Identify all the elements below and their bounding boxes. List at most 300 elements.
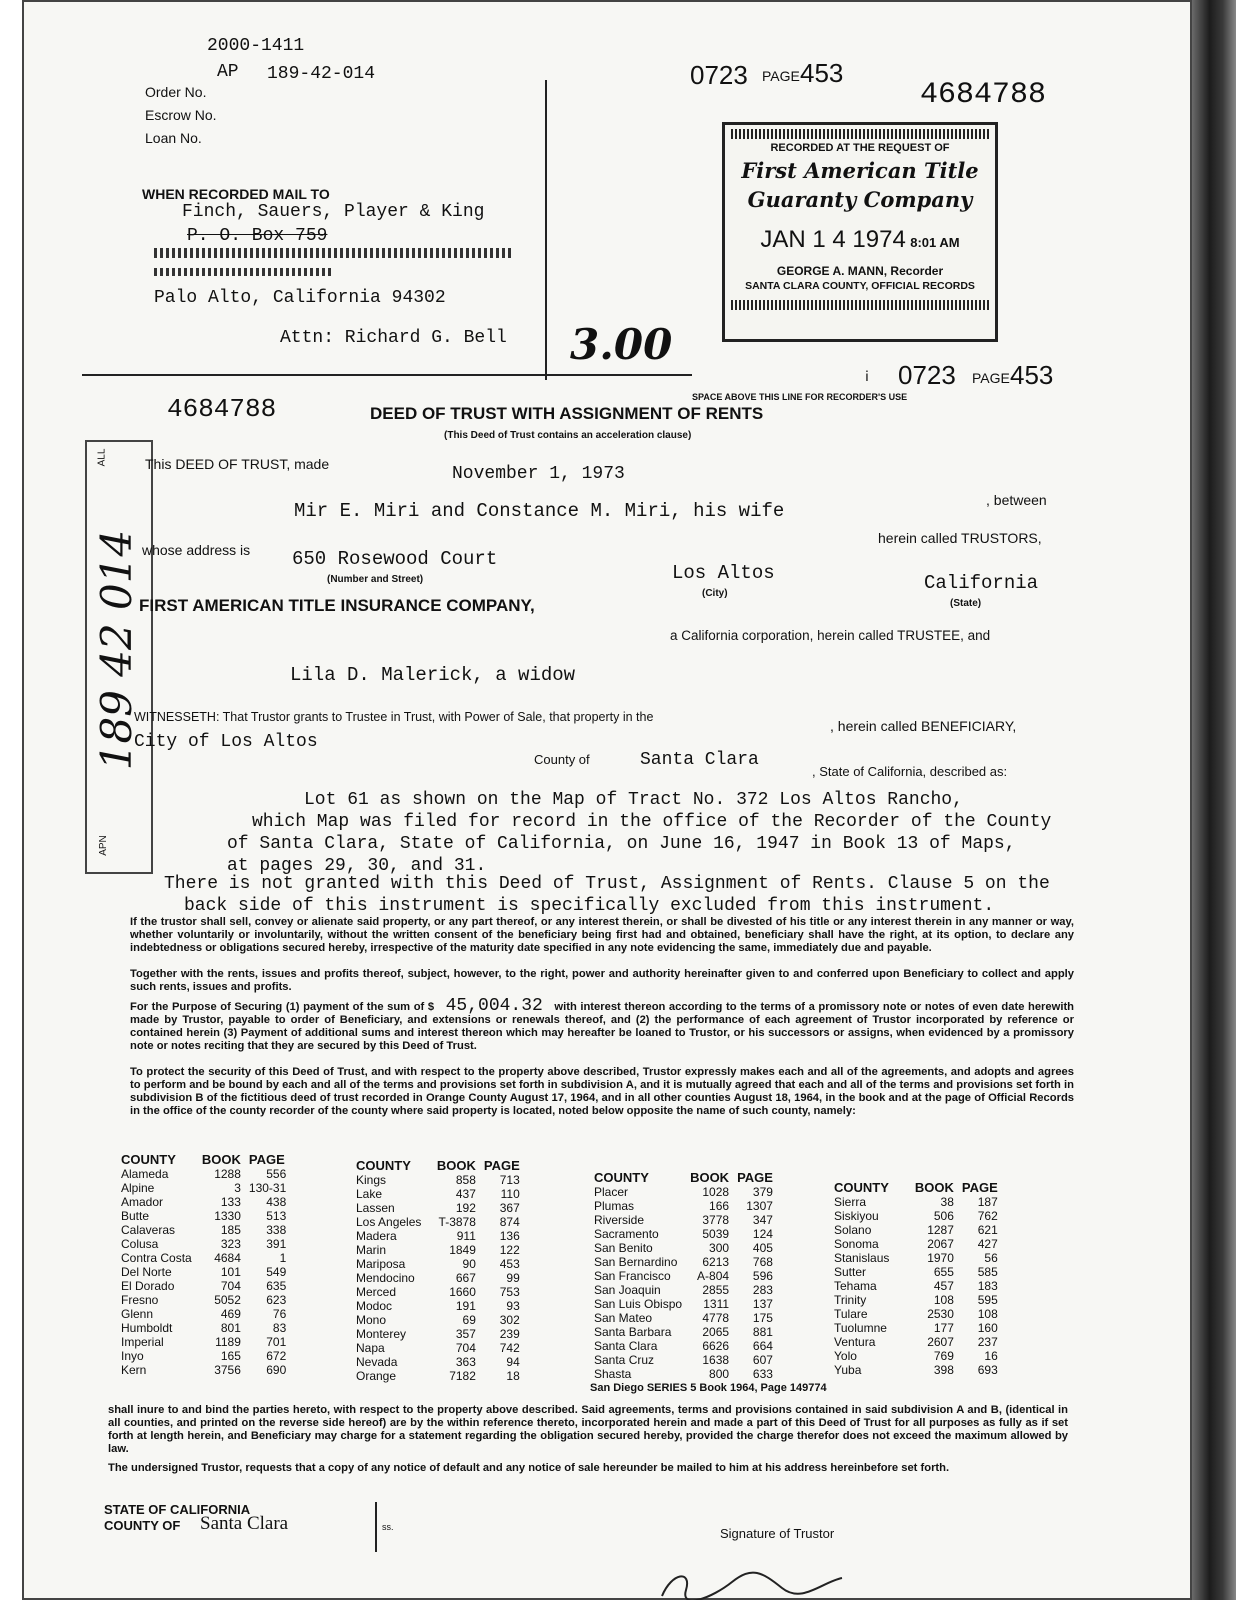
county-name: Mariposa [356, 1257, 406, 1271]
page-number: 427 [977, 1237, 998, 1251]
county-table-header-row [117, 1152, 290, 1167]
page-number: 94 [506, 1355, 520, 1369]
county-table-row [117, 1195, 290, 1209]
book-number: 6213 [702, 1255, 730, 1269]
property-county: Santa Clara [640, 750, 759, 770]
page-number: 595 [977, 1293, 998, 1307]
county-table-row [830, 1209, 1002, 1223]
book-number-top: 0723 [690, 60, 748, 90]
county-table-3 [590, 1170, 777, 1381]
county-name: Trinity [834, 1293, 867, 1307]
secured-amount: 45,004.32 [445, 996, 543, 1016]
margin-mark: ⅰ [865, 368, 869, 384]
page-number: 83 [272, 1321, 287, 1335]
side-stamp-all: ALL [96, 448, 108, 467]
county-name: Mono [356, 1313, 387, 1327]
county-table-col4 [830, 1180, 1002, 1377]
county-name: Nevada [356, 1355, 398, 1369]
book-number: 457 [933, 1279, 954, 1293]
legal-description-line1: Lot 61 as shown on the Map of Tract No. 372 Los Altos Rancho, [304, 790, 963, 810]
san-diego-note: San Diego SERIES 5 Book 1964, Page 149774 [590, 1382, 827, 1394]
legal-description-line4: at pages 29, 30, and 31. [227, 856, 487, 876]
book-number: 704 [220, 1279, 241, 1293]
ss-label: ss. [382, 1522, 394, 1532]
county-name: Tulare [834, 1307, 868, 1321]
page-number: 585 [977, 1265, 998, 1279]
book-number: 6626 [702, 1339, 730, 1353]
county-table-header: COUNTY [834, 1180, 889, 1195]
page-number: 693 [977, 1363, 998, 1377]
document-title: DEED OF TRUST WITH ASSIGNMENT OF RENTS [370, 404, 764, 423]
trustors-names: Mir E. Miri and Constance M. Miri, his wife [294, 500, 785, 522]
county-table-row [590, 1283, 777, 1297]
recording-fee-handwritten: 3.00 [570, 320, 673, 369]
county-table-row [590, 1297, 777, 1311]
county-table-4 [830, 1180, 1002, 1377]
county-name: Solano [834, 1223, 872, 1237]
county-table-row [590, 1311, 777, 1325]
trustor-state: California [924, 572, 1039, 594]
stamp-request-line: RECORDED AT THE REQUEST OF [770, 142, 950, 154]
page-number: 453 [499, 1257, 520, 1271]
county-table-row [117, 1349, 290, 1363]
page-number: 99 [506, 1271, 520, 1285]
book-number: 2530 [927, 1307, 954, 1321]
book-number: 801 [220, 1321, 241, 1335]
county-name: Del Norte [121, 1265, 172, 1279]
legal-description-line6: back side of this instrument is specifically excluded from this instrument. [184, 896, 995, 916]
county-name: San Francisco [594, 1269, 671, 1283]
book-number: 4778 [702, 1311, 730, 1325]
county-name: Siskiyou [834, 1209, 879, 1223]
county-table-row [830, 1279, 1002, 1293]
book-number: 185 [220, 1223, 241, 1237]
stamp-company-line1: First American Title [741, 158, 979, 183]
page-number: 556 [266, 1167, 287, 1181]
book-number: 177 [933, 1321, 954, 1335]
page-number: 713 [499, 1173, 520, 1187]
book-number: 1849 [449, 1243, 476, 1257]
loan-label: Loan No. [145, 130, 202, 146]
recorder-space-note: SPACE ABOVE THIS LINE FOR RECORDER'S USE [692, 392, 908, 402]
county-name: Tuolumne [834, 1321, 887, 1335]
due-on-sale-clause: If the trustor shall sell, convey or alienate said property, or any part thereof, or any interest therein, or shall be divested of his title or any interest therein in any manner or way, whether voluntarily or involuntarily, without the written consent of the beneficiary being first had and obtained, beneficiary shall have the right, at its option, to declare any indebtedness or obligations secured hereby, irrespective of the maturity date specified in any note evidencing the same, immediately due and payable. [130, 916, 1074, 954]
county-name: Sonoma [834, 1237, 879, 1251]
county-table-col3 [590, 1170, 827, 1394]
county-table-header: PAGE [961, 1180, 998, 1195]
trustee-label: a California corporation, herein called TRUSTEE, and [670, 628, 991, 643]
stamp-border-top [731, 129, 989, 139]
document-subtitle: (This Deed of Trust contains an acceleration clause) [444, 430, 692, 441]
county-name: Butte [121, 1209, 150, 1223]
signature-label: Signature of Trustor [720, 1526, 835, 1541]
page-number: 237 [977, 1335, 998, 1349]
order-label: Order No. [145, 84, 207, 100]
purpose-clause [130, 996, 1075, 1053]
book-number: 1330 [214, 1209, 241, 1223]
book-number: 323 [220, 1237, 241, 1251]
county-name: Modoc [356, 1299, 393, 1313]
order-reference: 2000-1411 [207, 36, 305, 56]
book-number: 704 [455, 1341, 476, 1355]
county-table-row [352, 1271, 524, 1285]
page-number: 623 [266, 1293, 287, 1307]
deed-date: November 1, 1973 [452, 464, 625, 484]
county-table-row [590, 1185, 777, 1199]
recorder-line [82, 374, 692, 376]
book-number: A-804 [697, 1269, 730, 1283]
rents-clause: Together with the rents, issues and profits thereof, subject, however, to the right, power and authority hereinafter given to and conferred upon Beneficiary to collect and apply such rents, issues and profits. [130, 968, 1074, 993]
deed-page [22, 0, 1192, 1600]
county-table-header-row [590, 1170, 777, 1185]
beneficiary-name: Lila D. Malerick, a widow [290, 664, 576, 686]
book-number: 165 [220, 1349, 241, 1363]
page-number-bottom: 453 [1010, 360, 1054, 390]
protect-security-clause: To protect the security of this Deed of Trust, and with respect to the property above described, Trustor expressly makes each and all of the agreements, and adopts and agrees to perform and be bound by each and all of the terms and provisions set forth in subdivision A, and it is mutually agreed that each and all of the terms and provisions set forth in subdivision B of the fictitious deed of trust recorded in Orange County August 17, 1964, and in all other counties August 18, 1964, in the book and at the page of Official Records in the office of the county recorder of the county where said property is located, noted below opposite the name of such county, namely: [130, 1066, 1074, 1117]
page-number: 283 [752, 1283, 773, 1297]
book-number: 2855 [702, 1283, 730, 1297]
page-number: 513 [266, 1209, 287, 1223]
county-table-row [352, 1299, 524, 1313]
county-name: Glenn [121, 1307, 154, 1321]
county-table-header: BOOK [201, 1152, 241, 1167]
header-divider-vertical [545, 80, 547, 380]
ap-number: 189-42-014 [267, 64, 376, 84]
crossed-out-text-2 [154, 268, 334, 276]
county-name: San Bernardino [594, 1255, 678, 1269]
book-number: 800 [709, 1367, 730, 1381]
book-number: 506 [933, 1209, 954, 1223]
book-number: 2607 [927, 1335, 954, 1349]
page-number: 633 [752, 1367, 773, 1381]
county-table-row [352, 1201, 524, 1215]
county-name: Mendocino [356, 1271, 415, 1285]
side-stamp-apn: APN [97, 835, 109, 856]
book-number: 1970 [927, 1251, 954, 1265]
page-number: 110 [500, 1187, 520, 1201]
county-table-row [117, 1251, 290, 1265]
page-number: 175 [752, 1311, 773, 1325]
county-table-row [352, 1327, 524, 1341]
page-number: 18 [506, 1369, 520, 1383]
book-number: 469 [220, 1307, 241, 1321]
handwritten-apn: 189 42 014 [92, 529, 141, 771]
page-number: 56 [984, 1251, 998, 1265]
page-number: 124 [752, 1227, 773, 1241]
county-table-row [352, 1173, 524, 1187]
ss-bracket [375, 1502, 377, 1552]
county-table-row [830, 1195, 1002, 1209]
between-label: , between [986, 492, 1047, 508]
city-caption: (City) [702, 588, 728, 599]
page-number: 122 [499, 1243, 520, 1257]
book-number: 38 [940, 1195, 954, 1209]
county-table-row [590, 1269, 777, 1283]
county-name: Madera [356, 1229, 397, 1243]
county-table-header: COUNTY [594, 1170, 649, 1185]
county-table-col2 [352, 1158, 524, 1383]
crossed-out-text [154, 248, 514, 258]
page-number: 16 [984, 1349, 998, 1363]
county-table-row [590, 1325, 777, 1339]
book-number: 437 [455, 1187, 476, 1201]
county-table-col1 [117, 1152, 290, 1377]
county-table-header-row [352, 1158, 524, 1173]
book-number: 90 [462, 1257, 476, 1271]
county-table-row [590, 1213, 777, 1227]
county-name: Yuba [834, 1363, 862, 1377]
county-name: Fresno [121, 1293, 159, 1307]
page-number: 239 [499, 1327, 520, 1341]
purpose-terms: with interest thereon according to the terms of a promissory note or notes of even date herewith made by Trustor, payable to order of Beneficiary, and extensions or renewals thereof, and (2) the performance of each agreement of Trustor incorporated by reference or contained herein (3) Payment of additional sums and interest thereon which may hereafter be loaned to Trustor, or his successors or assigns, when evidenced by a promissory note or notes reciting that they are secured by this Deed of Trust. [130, 1001, 1075, 1052]
state-description-label: , State of California, described as: [812, 764, 1008, 779]
mail-to-label: WHEN RECORDED MAIL TO [142, 186, 330, 202]
mail-to-firm: Finch, Sauers, Player & King [182, 202, 485, 222]
page-number: 742 [499, 1341, 520, 1355]
county-table-row [352, 1229, 524, 1243]
page-number: 136 [499, 1229, 520, 1243]
county-table-header-row [830, 1180, 1002, 1195]
page-number: 130-31 [248, 1181, 287, 1195]
address-label: whose address is [142, 542, 251, 558]
legal-description-line3: of Santa Clara, State of California, on June 16, 1947 in Book 13 of Maps, [227, 834, 1016, 854]
stamp-company-line2: Guaranty Company [747, 187, 973, 212]
county-table-row [117, 1279, 290, 1293]
book-number: 133 [220, 1195, 241, 1209]
page-number: 874 [499, 1215, 520, 1229]
book-number: 1287 [927, 1223, 954, 1237]
county-name: Imperial [121, 1335, 164, 1349]
county-name: Kern [121, 1363, 147, 1377]
state-of-label: STATE OF CALIFORNIA [104, 1502, 251, 1517]
book-number: 911 [456, 1229, 476, 1243]
county-name: Humboldt [121, 1321, 173, 1335]
county-name: Kings [356, 1173, 387, 1187]
county-name: El Dorado [121, 1279, 175, 1293]
county-table-row [830, 1363, 1002, 1377]
book-number: 4684 [214, 1251, 241, 1265]
book-number: 5039 [702, 1227, 730, 1241]
county-table-row [117, 1181, 290, 1195]
page-number: 160 [977, 1321, 998, 1335]
page-number: 1 [279, 1251, 287, 1265]
county-table-header: BOOK [914, 1180, 954, 1195]
book-number: 398 [933, 1363, 954, 1377]
county-table-2 [352, 1158, 524, 1383]
county-name: Napa [356, 1341, 385, 1355]
book-number: 1028 [702, 1185, 730, 1199]
made-label: This DEED OF TRUST, made [145, 456, 330, 472]
page-number: 137 [752, 1297, 773, 1311]
page-number: 302 [499, 1313, 520, 1327]
stamp-recorder-name: GEORGE A. MANN, Recorder [776, 264, 944, 278]
county-table-row [590, 1227, 777, 1241]
county-table-header: PAGE [483, 1158, 520, 1173]
county-table-row [117, 1237, 290, 1251]
street-caption: (Number and Street) [327, 574, 424, 585]
county-table-header: PAGE [737, 1170, 773, 1185]
book-number: 7182 [449, 1369, 476, 1383]
county-name: Colusa [121, 1237, 159, 1251]
county-name: Calaveras [121, 1223, 176, 1237]
trustors-label: herein called TRUSTORS, [878, 530, 1042, 546]
book-number: 655 [933, 1265, 954, 1279]
page-number: 405 [752, 1241, 773, 1255]
stamp-time: 8:01 AM [910, 235, 960, 250]
county-label: County of [534, 752, 590, 767]
stamp-recorder-office: SANTA CLARA COUNTY, OFFICIAL RECORDS [745, 280, 975, 292]
book-number: 3756 [214, 1363, 241, 1377]
county-table-header: COUNTY [356, 1158, 411, 1173]
book-number: 667 [455, 1271, 476, 1285]
ap-label: AP [217, 62, 239, 82]
county-name: Yolo [834, 1349, 857, 1363]
county-name: San Benito [594, 1241, 653, 1255]
book-number: 3778 [702, 1213, 730, 1227]
stamp-date: JAN 1 4 1974 [760, 226, 906, 253]
signature-scrawl [642, 1552, 902, 1600]
county-name: Sierra [834, 1195, 867, 1209]
county-table-row [352, 1215, 524, 1229]
book-number: 300 [709, 1241, 730, 1255]
trustor-city: Los Altos [672, 562, 775, 584]
page-number: 762 [977, 1209, 998, 1223]
county-table-row [352, 1257, 524, 1271]
book-number: 2065 [702, 1325, 730, 1339]
county-table-row [830, 1223, 1002, 1237]
book-number: 166 [709, 1199, 730, 1213]
page-number: 93 [506, 1299, 520, 1313]
county-name: Contra Costa [121, 1251, 192, 1265]
state-caption: (State) [950, 598, 982, 609]
page-number: 183 [977, 1279, 998, 1293]
county-table-row [352, 1187, 524, 1201]
county-table-row [830, 1335, 1002, 1349]
county-table-row [590, 1339, 777, 1353]
page-number: 347 [752, 1213, 773, 1227]
county-table-row [117, 1363, 290, 1377]
page-number: 76 [272, 1307, 287, 1321]
book-number: 1311 [703, 1297, 730, 1311]
county-table-row [830, 1237, 1002, 1251]
county-table-header: BOOK [436, 1158, 476, 1173]
county-table-row [117, 1293, 290, 1307]
book-number: 5052 [214, 1293, 241, 1307]
book-number: 191 [455, 1299, 476, 1313]
county-table-row [830, 1251, 1002, 1265]
county-name: Los Angeles [356, 1215, 422, 1229]
county-of-value: Santa Clara [200, 1513, 289, 1534]
book-number: 357 [455, 1327, 476, 1341]
county-name: Ventura [834, 1335, 876, 1349]
book-number: 69 [462, 1313, 476, 1327]
book-number: 1189 [215, 1335, 241, 1349]
county-table-header: BOOK [690, 1170, 730, 1185]
county-name: Amador [121, 1195, 164, 1209]
book-number: 1660 [449, 1285, 476, 1299]
trustor-street: 650 Rosewood Court [292, 548, 498, 570]
page-number-top: 453 [800, 58, 844, 88]
legal-description-line5: There is not granted with this Deed of Trust, Assignment of Rents. Clause 5 on the [164, 874, 1050, 894]
county-table-header: PAGE [248, 1152, 285, 1167]
page-number: 108 [977, 1307, 998, 1321]
county-table-row [830, 1265, 1002, 1279]
county-name: Stanislaus [834, 1251, 890, 1265]
county-name: Riverside [594, 1213, 645, 1227]
county-name: Santa Cruz [594, 1353, 655, 1367]
page-number: 690 [266, 1363, 287, 1377]
county-name: Inyo [121, 1349, 144, 1363]
page-number: 338 [266, 1223, 287, 1237]
recorder-stamp [722, 122, 998, 342]
page-number: 672 [266, 1349, 287, 1363]
witnesseth-clause: WITNESSETH: That Trustor grants to Trustee in Trust, with Power of Sale, that property in the [134, 710, 654, 724]
county-table-row [117, 1223, 290, 1237]
page-number: 438 [266, 1195, 287, 1209]
book-number: 363 [455, 1355, 476, 1369]
county-name: Monterey [356, 1327, 407, 1341]
page-number: 664 [752, 1339, 773, 1353]
county-table-header: COUNTY [121, 1152, 176, 1167]
page-word-top: PAGE [762, 68, 800, 84]
page-number: 753 [499, 1285, 520, 1299]
page-number: 549 [266, 1265, 287, 1279]
county-name: San Luis Obispo [594, 1297, 683, 1311]
page-number: 621 [977, 1223, 998, 1237]
county-name: San Mateo [594, 1311, 653, 1325]
beneficiary-label: , herein called BENEFICIARY, [830, 718, 1017, 734]
county-table-row [117, 1209, 290, 1223]
escrow-label: Escrow No. [145, 107, 217, 123]
book-number: 3 [234, 1181, 241, 1195]
county-table-row [117, 1307, 290, 1321]
stamp-border-bottom [731, 300, 989, 310]
page-number: 607 [752, 1353, 773, 1367]
book-number: 1638 [702, 1353, 730, 1367]
mail-to-city: Palo Alto, California 94302 [154, 288, 446, 308]
page-number: 379 [752, 1185, 773, 1199]
county-name: Sutter [834, 1265, 867, 1279]
county-table-row [117, 1335, 290, 1349]
book-number: 101 [220, 1265, 241, 1279]
county-name: San Joaquin [594, 1283, 661, 1297]
book-number: 858 [455, 1173, 476, 1187]
county-name: Lassen [356, 1201, 395, 1215]
county-name: Orange [356, 1369, 397, 1383]
mail-to-po-box: P. O. Box 759 [187, 226, 328, 246]
document-number: 4684788 [167, 394, 277, 424]
county-table-row [590, 1241, 777, 1255]
book-number: 2067 [927, 1237, 954, 1251]
county-table-row [117, 1265, 290, 1279]
page-number: 881 [752, 1325, 773, 1339]
book-number: 192 [455, 1201, 476, 1215]
book-number-bottom: 0723 [898, 360, 956, 390]
county-table-row [117, 1167, 290, 1181]
county-table-row [352, 1313, 524, 1327]
county-name: Shasta [594, 1367, 632, 1381]
book-number: T-3878 [438, 1215, 476, 1229]
scan-left-margin [0, 0, 22, 1600]
county-table-row [352, 1355, 524, 1369]
county-name: Placer [594, 1185, 629, 1199]
county-name: Lake [356, 1187, 383, 1201]
county-table-row [590, 1255, 777, 1269]
page-number: 768 [752, 1255, 773, 1269]
county-name: Marin [356, 1243, 387, 1257]
county-table-row [352, 1243, 524, 1257]
county-name: Tehama [834, 1279, 877, 1293]
